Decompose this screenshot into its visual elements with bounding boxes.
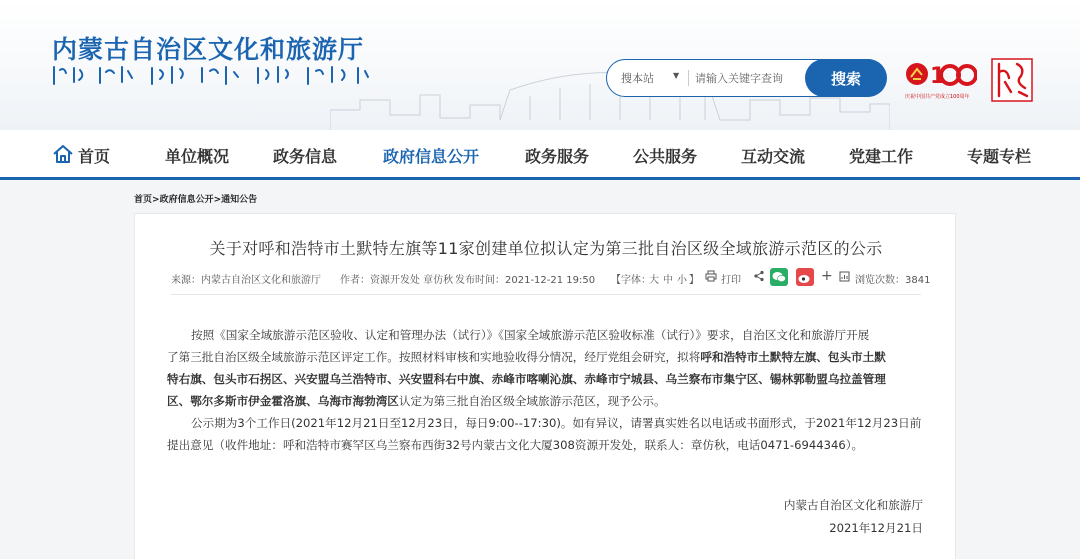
nav-item-interaction[interactable]: 互动交流 bbox=[741, 147, 806, 166]
nav-item-info-disclosure[interactable]: 政府信息公开 bbox=[383, 147, 480, 166]
main-nav bbox=[0, 130, 1080, 180]
para1-line2 bbox=[167, 346, 927, 368]
breadcrumb-separator: > bbox=[213, 195, 222, 205]
nav-item-home[interactable]: 首页 bbox=[78, 147, 111, 166]
font-medium-button[interactable]: 中 bbox=[663, 275, 673, 286]
breadcrumb-notices[interactable]: 通知公告 bbox=[221, 195, 258, 205]
views-icon bbox=[839, 271, 850, 282]
para1-line4-bold: 区、鄂尔多斯市伊金霍洛旗、乌海市海勃湾区 bbox=[167, 394, 399, 408]
font-size-close: 】 bbox=[689, 275, 699, 286]
font-size-label: 【字体： bbox=[611, 275, 651, 286]
search-divider bbox=[688, 70, 689, 86]
breadcrumb-home[interactable]: 首页 bbox=[134, 195, 153, 205]
signer: 内蒙古自治区文化和旅游厅 bbox=[783, 498, 923, 512]
breadcrumb-info-disclosure[interactable]: 政府信息公开 bbox=[159, 195, 214, 205]
meta-time: 发布时间：2021-12-21 19:50 bbox=[455, 275, 596, 286]
chevron-down-icon[interactable]: ▼ bbox=[673, 71, 680, 80]
nav-item-gov-info[interactable]: 政务信息 bbox=[273, 147, 338, 166]
article-title: 关于对呼和浩特市土默特左旗等11家创建单位拟认定为第三批自治区级全域旅游示范区的公示 bbox=[209, 239, 883, 258]
para1-line1: 按照《国家全域旅游示范区验收、认定和管理办法（试行）》《国家全域旅游示范区验收标准（试行）》要求，自治区文化和旅游厅开展 bbox=[191, 328, 870, 342]
meta-divider bbox=[171, 294, 921, 295]
printer-icon[interactable] bbox=[705, 270, 717, 282]
nav-item-gov-services[interactable]: 政务服务 bbox=[525, 147, 590, 166]
party-100-anniversary-logo[interactable] bbox=[903, 56, 977, 96]
svg-text:1: 1 bbox=[930, 64, 946, 89]
font-large-button[interactable]: 大 bbox=[649, 275, 659, 286]
mongolian-script-title bbox=[52, 64, 372, 86]
share-icon[interactable] bbox=[753, 270, 765, 282]
article-body bbox=[167, 324, 927, 456]
para1-line4 bbox=[167, 390, 927, 412]
sign-date: 2021年12月21日 bbox=[829, 521, 923, 535]
para2-line1: 公示期为3个工作日(2021年12月21日至12月23日，每日9:00--17:30)。如有异议，请署真实姓名以电话或书面形式，于2021年12月23日前 bbox=[191, 416, 922, 430]
breadcrumb bbox=[134, 192, 257, 205]
view-count: 浏览次数：3841 bbox=[855, 275, 931, 286]
more-share-icon[interactable]: + bbox=[821, 268, 833, 284]
search-scope-select[interactable]: 搜本站 bbox=[621, 72, 654, 85]
nav-item-party-building[interactable]: 党建工作 bbox=[849, 147, 914, 166]
print-button[interactable]: 打印 bbox=[721, 275, 741, 286]
meta-source: 来源：内蒙古自治区文化和旅游厅 bbox=[171, 275, 321, 286]
para1-line2-text: 了第三批自治区级全域旅游示范区评定工作。按照材料审核和实地验收得分情况，经厅党组会研究，拟将 bbox=[167, 350, 701, 364]
nav-item-public-services[interactable]: 公共服务 bbox=[633, 147, 698, 166]
article-panel bbox=[134, 213, 956, 559]
inner-mongolia-culture-logo[interactable] bbox=[991, 58, 1033, 102]
para2-line2: 提出意见（收件地址：呼和浩特市赛罕区乌兰察布西街32号内蒙古文化大厦308资源开发处，联系人：章仿秋，电话0471-6944346）。 bbox=[167, 438, 864, 452]
logo100-caption: 庆祝中国共产党成立100周年 bbox=[905, 94, 970, 100]
para1-line4-text: 认定为第三批自治区级全域旅游示范区，现予公示。 bbox=[398, 394, 666, 408]
search-button[interactable]: 搜索 bbox=[805, 59, 887, 97]
site-title: 内蒙古自治区文化和旅游厅 bbox=[52, 35, 365, 64]
wechat-share-icon[interactable] bbox=[770, 268, 788, 286]
para1-line3: 特右旗、包头市石拐区、兴安盟乌兰浩特市、兴安盟科右中旗、赤峰市喀喇沁旗、赤峰市宁城县、乌兰察布市集宁区、锡林郭勒盟乌拉盖管理 bbox=[167, 372, 886, 386]
nav-item-special-topics[interactable]: 专题专栏 bbox=[967, 147, 1032, 166]
nav-item-overview[interactable]: 单位概况 bbox=[165, 147, 230, 166]
search-input[interactable] bbox=[695, 69, 795, 87]
home-icon[interactable] bbox=[52, 144, 74, 164]
site-header bbox=[0, 0, 1080, 130]
font-small-button[interactable]: 小 bbox=[677, 275, 687, 286]
breadcrumb-separator: > bbox=[152, 195, 160, 205]
weibo-share-icon[interactable] bbox=[796, 268, 814, 286]
search-box bbox=[606, 59, 886, 97]
meta-author: 作者：资源开发处 章仿秋 bbox=[340, 275, 454, 286]
para1-line2-bold: 呼和浩特市土默特左旗、包头市土默 bbox=[700, 350, 886, 364]
